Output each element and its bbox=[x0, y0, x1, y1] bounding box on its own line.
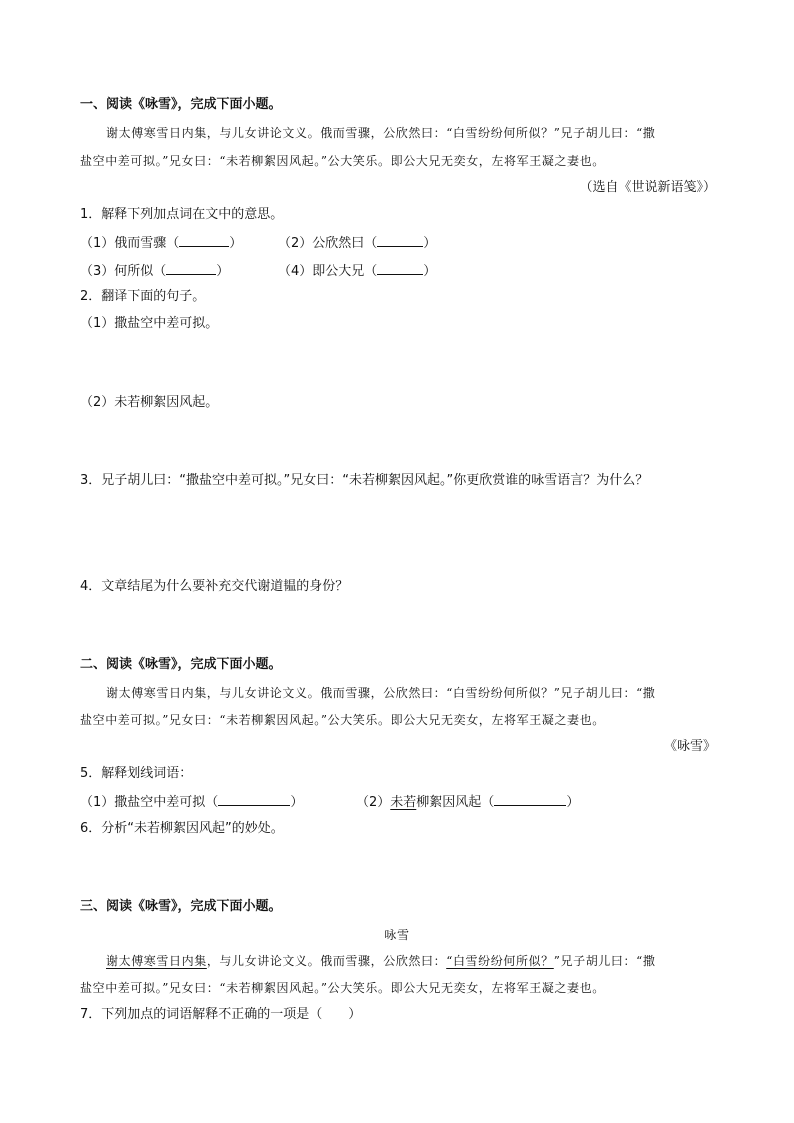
section-1-passage-line-2: 盐空中差可拟。”兄女曰：“未若柳絮因风起。”公大笑乐。即公大兄无奕女，左将军王凝之妻也。 bbox=[80, 154, 605, 168]
question-2-stem: 2．翻译下面的句子。 bbox=[80, 289, 206, 304]
section-1-source: （选自《世说新语笺》） bbox=[579, 180, 716, 195]
q1-item-4: （4）即公大兄（ bbox=[278, 264, 378, 279]
question-1-row-2: （3）何所似（ ） （4）即公大兄（ ） bbox=[80, 261, 229, 281]
question-1-row-1: （1）俄而雪骤（ ） （2）公欣然曰（ ） bbox=[80, 233, 242, 253]
section-3-passage-line-2: 盐空中差可拟。”兄女曰：“未若柳絮因风起。”公大笑乐。即公大兄无奕女，左将军王凝之妻也。 bbox=[80, 981, 605, 995]
underlined-phrase: “白雪纷纷何所似？ bbox=[446, 954, 554, 968]
question-5-stem: 5．解释划线词语： bbox=[80, 766, 193, 781]
q1-item-4-wrap: （4）即公大兄（ ） bbox=[278, 261, 436, 281]
answer-blank[interactable] bbox=[166, 261, 216, 275]
underlined-phrase: 谢太傅寒雪日内集 bbox=[106, 954, 207, 968]
section-1-passage-line-1: 谢太傅寒雪日内集，与儿女讲论文义。俄而雪骤，公欣然曰：“白雪纷纷何所似？”兄子胡儿曰：“撒 bbox=[106, 126, 656, 140]
q1-item-2-wrap: （2）公欣然曰（ ） bbox=[278, 233, 436, 253]
question-7: 7．下列加点的词语解释不正确的一项是（ ） bbox=[80, 1007, 362, 1022]
section-1-title: 一、阅读《咏雪》，完成下面小题。 bbox=[80, 97, 282, 112]
section-2-title: 二、阅读《咏雪》，完成下面小题。 bbox=[80, 657, 282, 672]
answer-blank[interactable] bbox=[218, 792, 290, 806]
passage-heading: 咏雪 bbox=[384, 928, 410, 942]
underlined-word: 差 bbox=[166, 795, 180, 810]
question-1-stem: 1．解释下列加点词在文中的意思。 bbox=[80, 207, 284, 222]
section-2-passage-line-1: 谢太傅寒雪日内集，与儿女讲论文义。俄而雪骤，公欣然曰：“白雪纷纷何所似？”兄子胡儿曰：“撒 bbox=[106, 686, 656, 700]
section-2-passage-line-2: 盐空中差可拟。”兄女曰：“未若柳絮因风起。”公大笑乐。即公大兄无奕女，左将军王凝之妻也。 bbox=[80, 713, 605, 727]
q5-item-2-wrap: （2）未若柳絮因风起（ ） bbox=[356, 792, 579, 812]
section-2-source: 《咏雪》 bbox=[663, 739, 716, 754]
section-3-passage-line-1: 谢太傅寒雪日内集，与儿女讲论文义。俄而雪骤，公欣然曰：“白雪纷纷何所似？”兄子胡儿曰：“撒 bbox=[106, 954, 656, 968]
question-2-item-1: （1）撒盐空中差可拟。 bbox=[80, 316, 219, 331]
q1-item-3: （3）何所似（ bbox=[80, 264, 167, 279]
question-2-item-2: （2）未若柳絮因风起。 bbox=[80, 395, 219, 410]
answer-blank[interactable] bbox=[377, 233, 423, 247]
underlined-word: 未若 bbox=[390, 795, 417, 810]
q1-item-1: （1）俄而雪骤（ bbox=[80, 236, 180, 251]
answer-blank[interactable] bbox=[179, 233, 229, 247]
question-5-row: （1）撒盐空中差可拟（ ） （2）未若柳絮因风起（ ） bbox=[80, 792, 303, 812]
q1-item-2: （2）公欣然曰（ bbox=[278, 236, 378, 251]
question-4: 4．文章结尾为什么要补充交代谢道韫的身份？ bbox=[80, 579, 349, 594]
section-3-title: 三、阅读《咏雪》，完成下面小题。 bbox=[80, 899, 282, 914]
question-6: 6．分析“未若柳絮因风起”的妙处。 bbox=[80, 821, 284, 836]
question-3: 3．兄子胡儿曰：“撒盐空中差可拟。”兄女曰：“未若柳絮因风起。”你更欣赏谁的咏雪语言？为什么？ bbox=[80, 473, 649, 488]
answer-blank[interactable] bbox=[494, 792, 566, 806]
answer-blank[interactable] bbox=[377, 261, 423, 275]
